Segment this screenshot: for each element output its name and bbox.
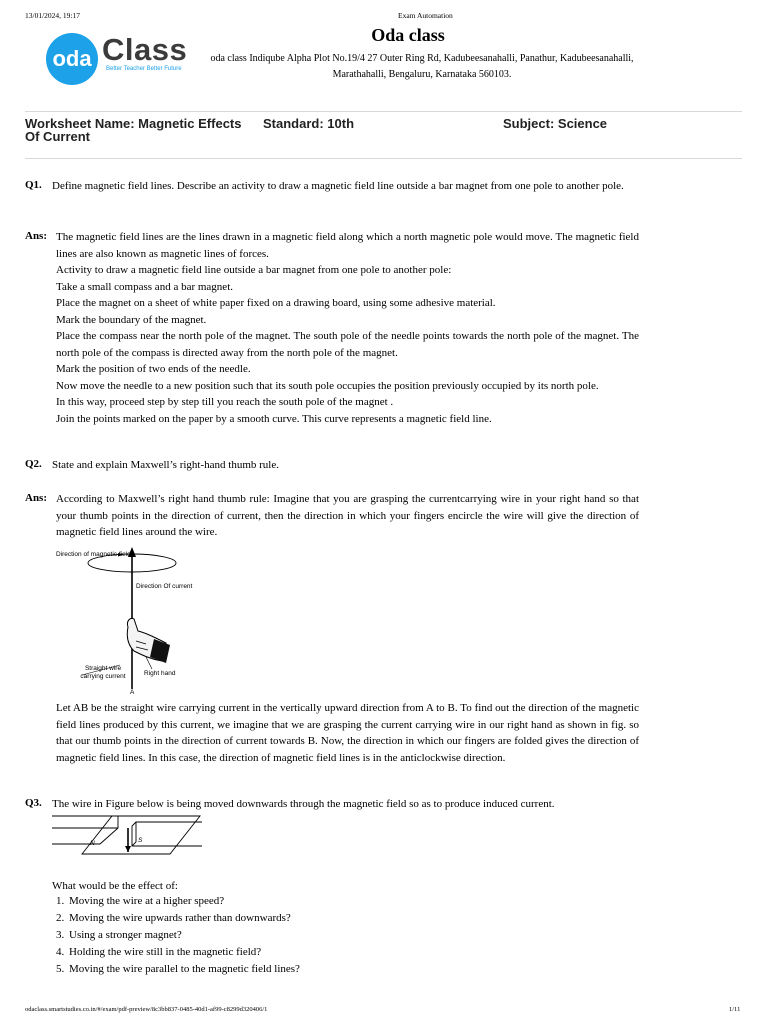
right-hand-icon xyxy=(127,618,170,663)
q1-answer-line: The magnetic field lines are the lines drawn in a magnetic field along which a north magnetic pole would move. The magnetic field lines are also known as magnetic lines of forces. xyxy=(56,231,639,260)
q1-answer-line: Now move the needle to a new position such that its south pole occupies the position previously occupied by its north pole. xyxy=(56,379,599,392)
q1-answer-line: Place the compass near the north pole of the magnet. The south pole of the needle points towards the north pole of the magnet. The north pole of the compass is directed away from the north pole of the magnet. xyxy=(56,330,639,359)
q1-answer-line: Take a small compass and a bar magnet. xyxy=(56,280,233,293)
induction-figure xyxy=(52,812,202,856)
worksheet-standard: Standard: 10th xyxy=(263,116,355,131)
q3-option: 3. Using a stronger magnet? xyxy=(67,927,627,944)
q1-answer-line: Mark the boundary of the magnet. xyxy=(56,313,207,326)
label-straight-wire: Straight wire carrying current xyxy=(80,665,126,680)
q2-ans-tag: Ans: xyxy=(25,492,48,504)
q1-question: Define magnetic field lines. Describe an activity to draw a magnetic field line outside a bar magnet from one pole to another pole. xyxy=(52,180,624,192)
footer-url: odaclass.smartstudies.co.in/#/exam/pdf-preview/8c3bb837-0485-40d1-af99-c8299d320406/1 xyxy=(25,1006,268,1013)
q3-prompt: What would be the effect of: xyxy=(52,880,178,892)
worksheet-name-line2: Of Current xyxy=(25,129,90,144)
q1-answer-line: Mark the position of two ends of the needle. xyxy=(56,363,251,375)
q3-options xyxy=(52,893,627,978)
q2-answer-followup: Let AB be the straight wire carrying current in the vertically upward direction from A to B. To find out the direction of the magnetic field lines produced by this current, we imagine that we are grasping the current carrying wire in our right hand as shown in fig. so that our thumb points in the direction of current towards B. Now, the direction in which our fingers are folded gives the direction of magnetic field lines. In this case, the direction of magnetic field lines is in the anticlockwise direction. xyxy=(56,702,639,764)
org-name: Oda class xyxy=(371,25,445,45)
logo-mark: oda xyxy=(46,33,98,85)
q1-tag: Q1. xyxy=(25,179,42,191)
label-current-direction: Direction Of current xyxy=(136,583,193,590)
q3-option: 4. Holding the wire still in the magnetic field? xyxy=(67,944,627,961)
q2-answer-intro: According to Maxwell’s right hand thumb rule: Imagine that you are grasping the currentcarrying wire in your right hand so that your thumb points in the direction of current, then the direction in which your fingers encircle the wire will give the direction of magnetic field lines around the wire. xyxy=(56,493,639,538)
org-address: oda class Indiqube Alpha Plot No.19/4 27 Outer Ring Rd, Kadubeesanahalli, Panathur, Kadubeesanahalli, Marathahalli, Bengaluru, Karnataka 560103. xyxy=(210,53,634,80)
south-magnet xyxy=(132,822,202,846)
q1-answer-line: Place the magnet on a sheet of white paper fixed on a drawing board, using some adhesive material. xyxy=(56,297,496,309)
q2-tag: Q2. xyxy=(25,458,42,470)
q1-answer-line: Activity to draw a magnetic field line outside a bar magnet from one pole to another pole: xyxy=(56,264,452,276)
q1-answer-line: Join the points marked on the paper by a smooth curve. This curve represents a magnetic field line. xyxy=(56,412,492,425)
hand-pointer xyxy=(146,657,152,669)
print-datetime: 13/01/2024, 19:17 xyxy=(25,11,81,20)
thumb-rule-diagram xyxy=(54,545,204,697)
logo-tagline: Better Teacher Better Future xyxy=(106,66,182,72)
q3-option: 1. Moving the wire at a higher speed? xyxy=(67,893,627,910)
label-field-direction: Direction of magnetic field xyxy=(56,551,131,558)
label-north-pole: N xyxy=(90,840,95,847)
q3-tag: Q3. xyxy=(25,797,42,809)
q2-question: State and explain Maxwell’s right-hand thumb rule. xyxy=(52,459,279,471)
q3-option: 2. Moving the wire upwards rather than downwards? xyxy=(67,910,627,927)
label-south-pole: S xyxy=(138,837,143,844)
q3-question: The wire in Figure below is being moved downwards through the magnetic field so as to produce induced current. xyxy=(52,798,555,810)
divider-bottom xyxy=(25,158,742,159)
q3-option: 5. Moving the wire parallel to the magnetic field lines? xyxy=(67,961,627,978)
page-number: 1/11 xyxy=(729,1006,741,1013)
north-magnet xyxy=(52,816,118,844)
print-title: Exam Automation xyxy=(398,11,453,20)
divider-top xyxy=(25,111,742,112)
worksheet-name-line1: Worksheet Name: Magnetic Effects xyxy=(25,116,242,131)
q1-answer xyxy=(56,229,639,427)
q1-answer-line: In this way, proceed step by step till you reach the south pole of the magnet . xyxy=(56,396,394,408)
worksheet-name xyxy=(25,117,242,143)
logo-word: Class xyxy=(102,32,188,67)
q1-ans-tag: Ans: xyxy=(25,230,48,242)
worksheet-subject: Subject: Science xyxy=(503,116,608,131)
label-point-a: A xyxy=(130,689,135,696)
induction-diagram xyxy=(52,812,202,856)
label-right-hand: Right hand xyxy=(144,670,176,677)
down-arrow-icon xyxy=(125,846,131,852)
